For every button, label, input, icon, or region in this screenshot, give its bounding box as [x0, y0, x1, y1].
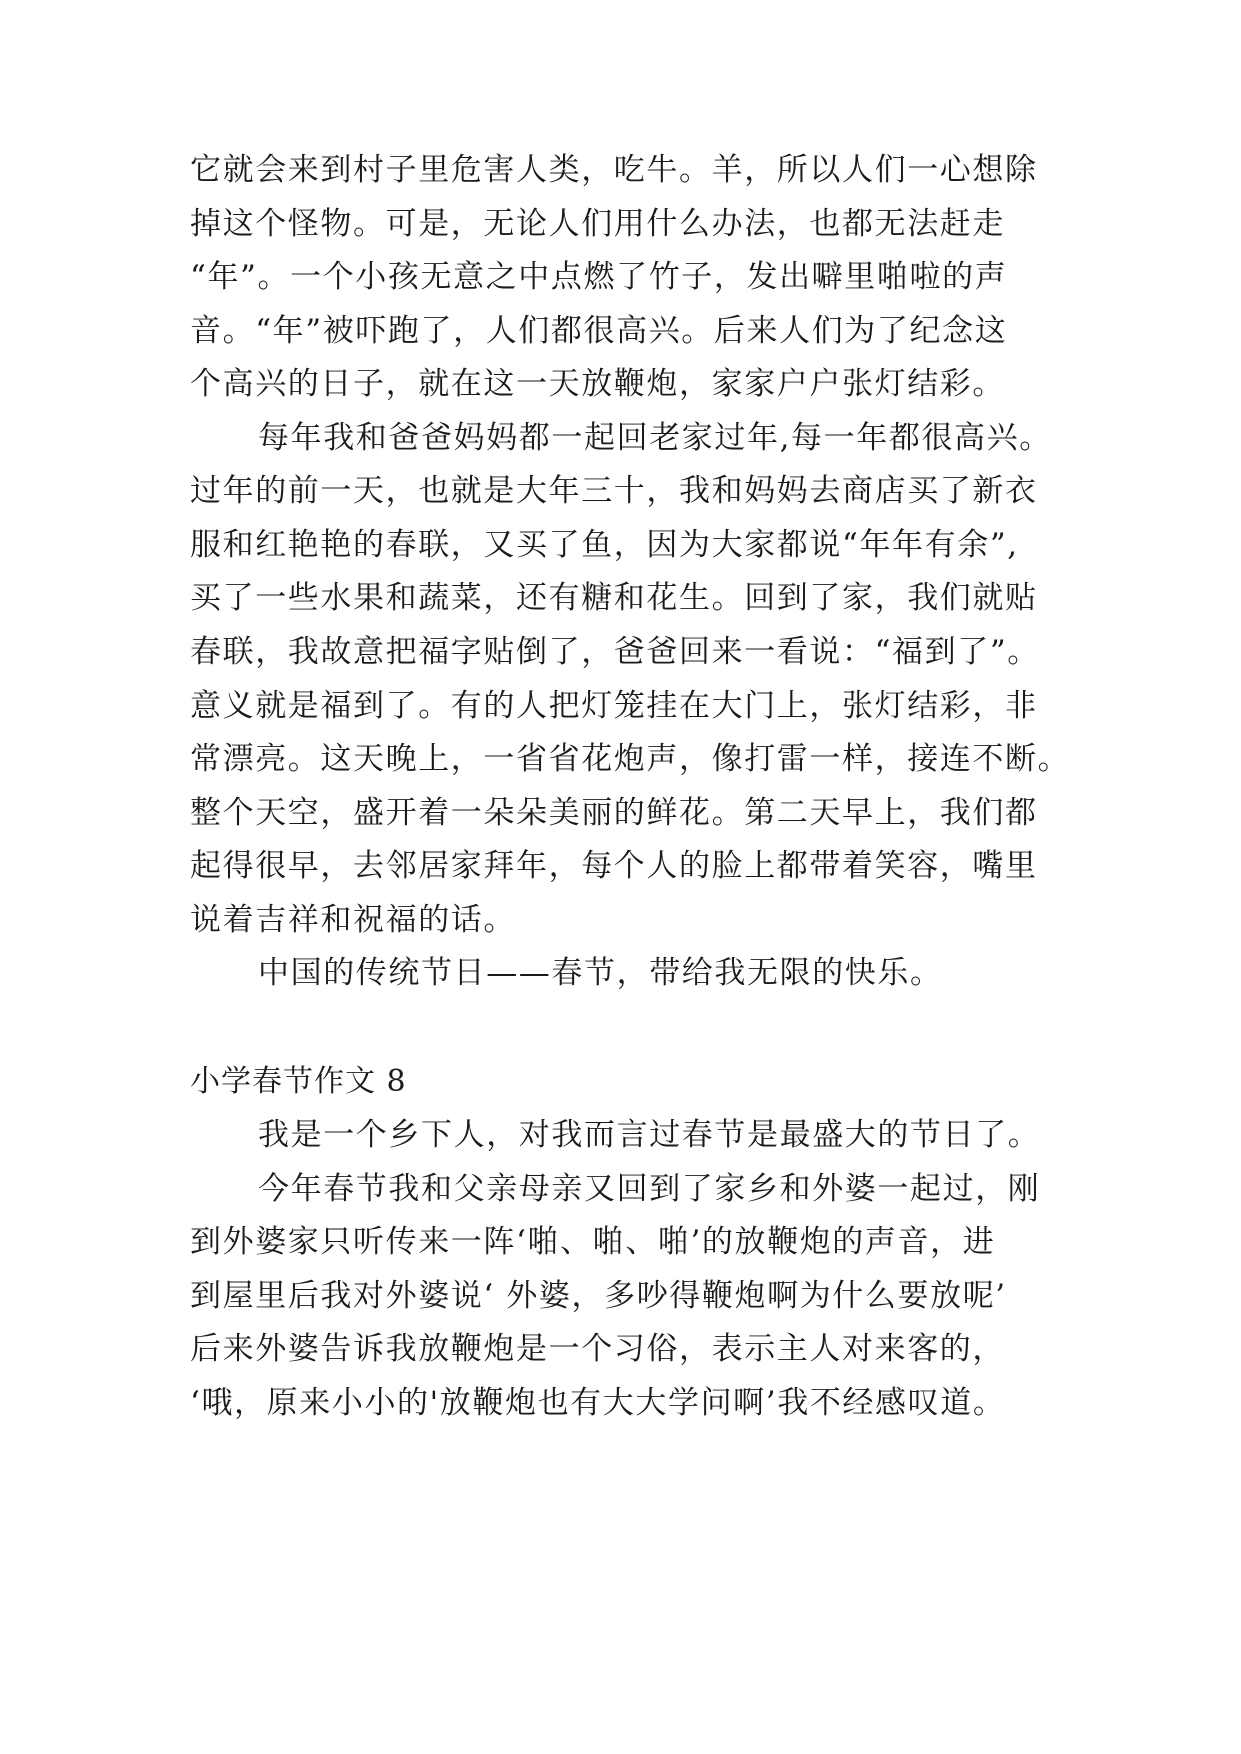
text-line: 常漂亮。这天晚上，一省省花炮声，像打雷一样，接连不断。	[190, 741, 1071, 777]
text-line: 过年的前一天，也就是大年三十，我和妈妈去商店买了新衣	[190, 473, 1038, 509]
text-line: 起得很早，去邻居家拜年，每个人的脸上都带着笑容，嘴里	[190, 848, 1038, 884]
text-line: 意义就是福到了。有的人把灯笼挂在大门上，张灯结彩，非	[190, 688, 1038, 724]
text-line: 中国的传统节日——春节，带给我无限的快乐。	[258, 955, 943, 991]
text-line: 买了一些水果和蔬菜，还有糖和花生。回到了家，我们就贴	[190, 580, 1038, 616]
section-heading: 小学春节作文 8	[190, 1064, 407, 1099]
text-line: 服和红艳艳的春联，又买了鱼，因为大家都说“年年有余”,	[190, 527, 1019, 563]
text-line: 今年春节我和父亲母亲又回到了家乡和外婆一起过，刚	[258, 1171, 1041, 1207]
text-line: ‘哦，原来小小的'放鞭炮也有大大学问啊’我不经感叹道。	[190, 1385, 1006, 1421]
text-line: 我是一个乡下人，对我而言过春节是最盛大的节日了。	[258, 1117, 1041, 1153]
text-line: 整个天空，盛开着一朵朵美丽的鲜花。第二天早上，我们都	[190, 795, 1038, 831]
text-line: 掉这个怪物。可是，无论人们用什么办法，也都无法赶走	[190, 206, 1005, 242]
text-line: 每年我和爸爸妈妈都一起回老家过年,每一年都很高兴。	[258, 420, 1052, 456]
text-line: “年”。一个小孩无意之中点燃了竹子，发出噼里啪啦的声	[190, 259, 1008, 295]
text-line: 到屋里后我对外婆说‘ 外婆，多吵得鞭炮啊为什么要放呢’	[190, 1278, 1007, 1314]
text-line: 个高兴的日子，就在这一天放鞭炮，家家户户张灯结彩。	[190, 366, 1005, 402]
text-line: 到外婆家只听传来一阵‘啪、啪、啪’的放鞭炮的声音，进	[190, 1224, 996, 1260]
text-line: 说着吉祥和祝福的话。	[190, 902, 516, 938]
text-line: 音。“年”被吓跑了，人们都很高兴。后来人们为了纪念这	[190, 313, 1008, 349]
text-line: 后来外婆告诉我放鞭炮是一个习俗，表示主人对来客的，	[190, 1331, 1005, 1367]
text-line: 春联，我故意把福字贴倒了，爸爸回来一看说：“福到了”。	[190, 634, 1040, 670]
text-line: 它就会来到村子里危害人类，吃牛。羊，所以人们一心想除	[190, 152, 1038, 188]
